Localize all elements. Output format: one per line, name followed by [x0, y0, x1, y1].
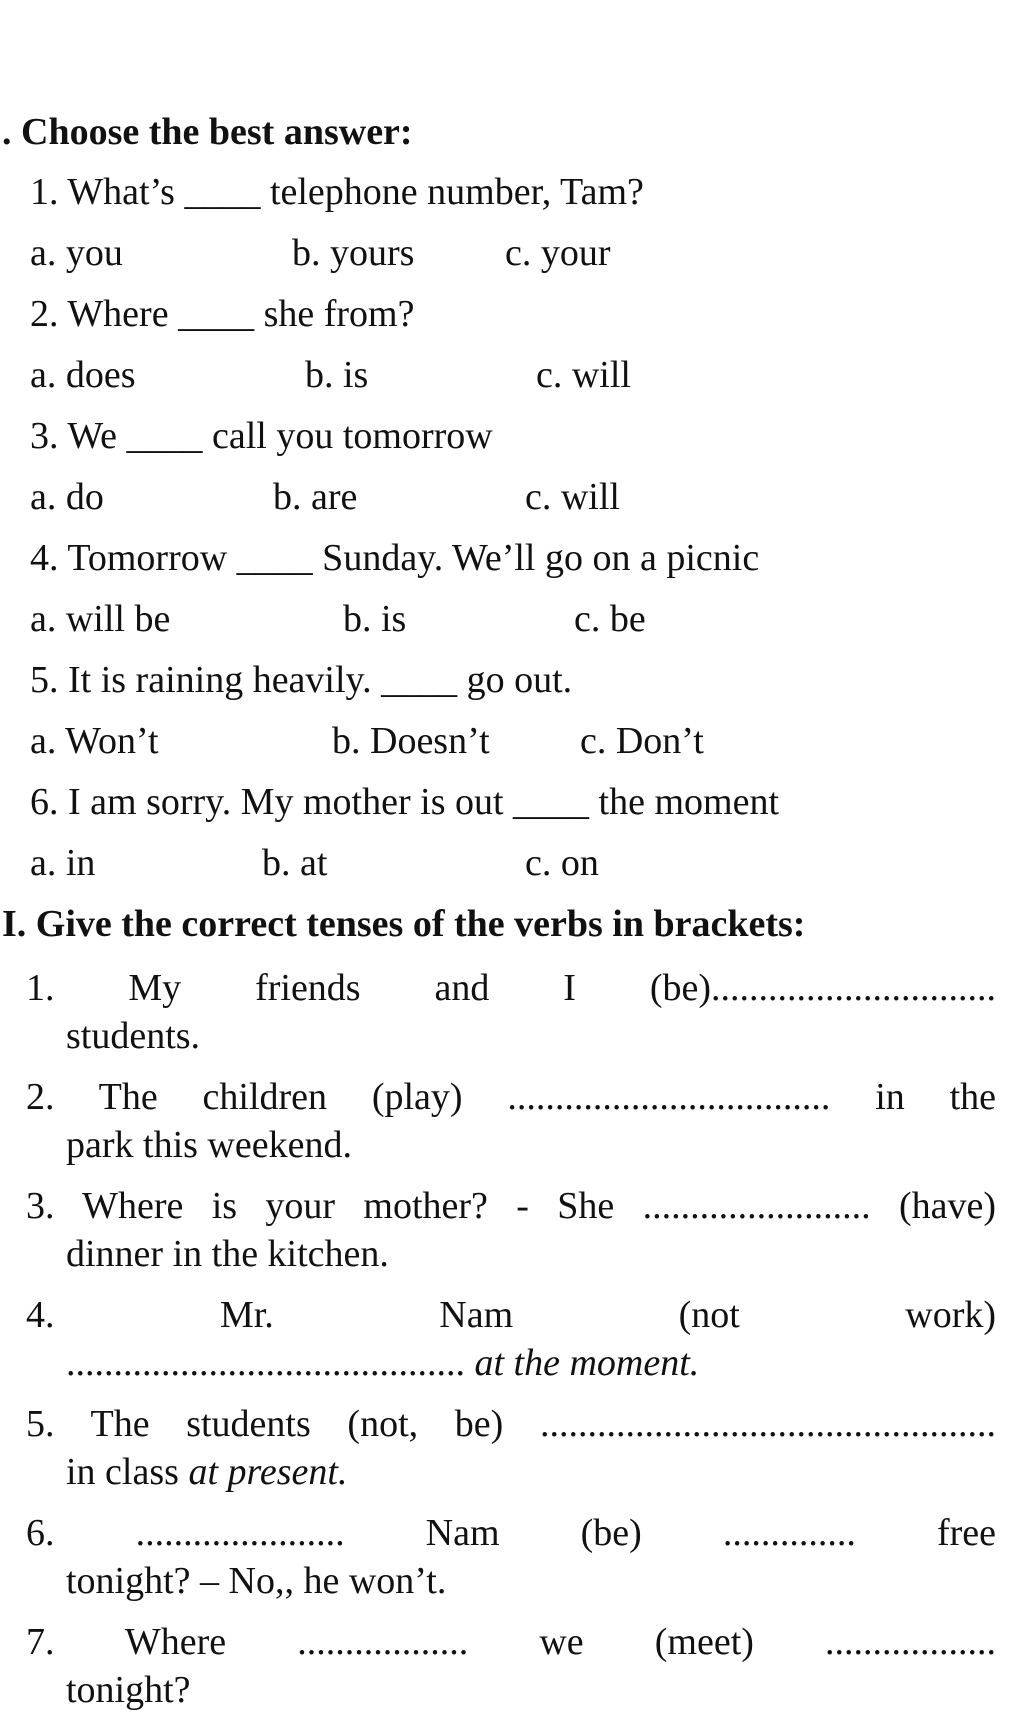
section-2-heading: I. Give the correct tenses of the verbs in brackets:: [2, 903, 806, 945]
option-6c[interactable]: c. on: [525, 842, 599, 884]
option-1c[interactable]: c. your: [505, 232, 611, 274]
option-2c[interactable]: c. will: [536, 354, 631, 396]
option-3a[interactable]: a. do: [30, 476, 104, 518]
question-4: 4. Tomorrow ____ Sunday. We’ll go on a picnic: [30, 537, 760, 579]
exercise-3-line-1: 3. Where is your mother? - She ........................ (have): [26, 1185, 996, 1227]
option-3b[interactable]: b. are: [273, 476, 358, 518]
exercise-3-line-2: dinner in the kitchen.: [66, 1233, 389, 1275]
answer-blank-5[interactable]: ................................................: [540, 1403, 997, 1445]
option-1a[interactable]: a. you: [30, 232, 123, 274]
option-5a[interactable]: a. Won’t: [30, 720, 159, 762]
exercise-5-line-1: 5. The students (not, be) ................................................: [26, 1403, 997, 1445]
exercise-7-line-2: tonight?: [66, 1669, 191, 1711]
section-1-heading: . Choose the best answer:: [2, 111, 413, 153]
exercise-5-line-2: in class at present.: [66, 1451, 348, 1493]
exercise-6-line-2: tonight? – No,, he won’t.: [66, 1560, 447, 1602]
exercise-2-line-1: 2. The children (play) .................................. in the: [26, 1076, 996, 1118]
answer-blank-7a[interactable]: ..................: [297, 1621, 469, 1663]
option-4b[interactable]: b. is: [343, 598, 407, 640]
question-5: 5. It is raining heavily. ____ go out.: [30, 659, 573, 701]
option-2b[interactable]: b. is: [305, 354, 369, 396]
exercise-2-line-2: park this weekend.: [66, 1124, 352, 1166]
option-1b[interactable]: b. yours: [292, 232, 415, 274]
option-4a[interactable]: a. will be: [30, 598, 171, 640]
exercise-4-line-2: .......................................... at the moment.: [66, 1342, 700, 1384]
option-4c[interactable]: c. be: [574, 598, 646, 640]
option-3c[interactable]: c. will: [525, 476, 620, 518]
exercise-7-line-1: 7. Where .................. we (meet) ..................: [26, 1621, 997, 1663]
answer-blank-4[interactable]: ..........................................: [66, 1342, 465, 1384]
question-2: 2. Where ____ she from?: [30, 293, 415, 335]
exercise-1-line-1: 1. My friends and I (be)..............................: [26, 967, 996, 1009]
option-5b[interactable]: b. Doesn’t: [332, 720, 490, 762]
exercise-4-line-1: 4. Mr. Nam (not work): [26, 1294, 997, 1336]
answer-blank-2[interactable]: 2. The children (play) ..................................: [26, 1076, 831, 1118]
answer-blank-3[interactable]: ........................: [642, 1185, 871, 1227]
option-2a[interactable]: a. does: [30, 354, 136, 396]
exercise-6-line-1: 6. ...................... Nam (be) .............. free: [26, 1512, 996, 1554]
exercise-1-line-2: students.: [66, 1015, 201, 1057]
answer-blank-6a[interactable]: ......................: [135, 1512, 345, 1554]
answer-blank-1[interactable]: (be)..............................: [649, 967, 996, 1009]
option-5c[interactable]: c. Don’t: [580, 720, 704, 762]
question-6: 6. I am sorry. My mother is out ____ the moment: [30, 781, 779, 823]
option-6b[interactable]: b. at: [262, 842, 328, 884]
question-3: 3. We ____ call you tomorrow: [30, 415, 493, 457]
answer-blank-7b[interactable]: ..................: [825, 1621, 997, 1663]
answer-blank-6b[interactable]: ..............: [722, 1512, 856, 1554]
question-1: 1. What’s ____ telephone number, Tam?: [30, 171, 644, 213]
option-6a[interactable]: a. in: [30, 842, 96, 884]
